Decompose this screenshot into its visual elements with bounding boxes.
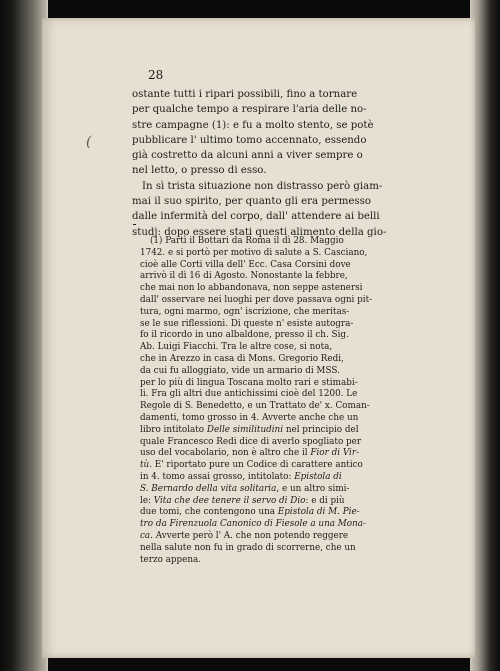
footnote-text: , e un altro simi- (276, 483, 350, 494)
footnote-line: Ab. Luigi Fiacchi. Tra le altre cose, si nota, (140, 342, 333, 353)
margin-mark: ( (86, 134, 92, 150)
footnote-line (140, 484, 428, 496)
footnote-line: che mai non lo abbandonava, non seppe astenersi (140, 283, 363, 294)
text-line: già costretto da alcuni anni a viver sempre o (132, 150, 363, 162)
binding-edge (0, 0, 48, 671)
footnote-line (140, 519, 428, 531)
book-title: tù (140, 460, 150, 471)
footnote-line: terzo appena. (140, 554, 202, 565)
footnote-line (140, 531, 428, 543)
footnote-text: . Avverte però l' A. che non potendo reggere (150, 530, 349, 541)
footnote-line: fo il ricordo in uno albaldone, presso il ch. Sig. (140, 330, 349, 341)
footnote-text: in 4. tomo assai grosso, intitolato: (140, 471, 295, 482)
footnote-line: da cui fu alloggiato, vide un armario di MSS. (140, 365, 340, 376)
footnote-line: per lo più di lingua Toscana molto rari e stimabi- (140, 377, 358, 388)
footnote-text: uso del vocabolario, non è altro che il (140, 448, 311, 459)
book-title: Vita che dee tenere il servo di Dio (153, 495, 306, 506)
footnote-line: tura, ogni marmo, ogn' iscrizione, che meritas- (140, 306, 350, 317)
footnote-line (140, 460, 428, 472)
footnote-line: Regole di S. Benedetto, e un Trattato de' x. Coman- (140, 401, 370, 412)
text-line: dalle infermità del corpo, dall' attendere ai belli (132, 211, 380, 223)
text-line: studj: dopo essere stati questi alimento della gio- (132, 226, 387, 238)
book-title: tro da Firenzuola Canonico di Fiesole a una Mona- (140, 519, 366, 530)
footnote-line: se le sue riflessioni. Di queste n' esiste autogra- (140, 318, 354, 329)
footnote-line: cioè alle Corti villa dell' Ecc. Casa Corsini dove (140, 259, 351, 270)
main-text (132, 87, 432, 240)
footnote (140, 236, 428, 566)
footnote-divider (133, 224, 136, 225)
footnote-line (140, 496, 428, 508)
book-title: Fior di Vir- (310, 448, 360, 459)
footnote-line: damenti, tomo grosso in 4. Avverte anche che un (140, 412, 359, 423)
footnote-line: dall' osservare nei luoghi per dove passava ogni pit- (140, 294, 373, 305)
footnote-line (140, 507, 428, 519)
footnote-line (140, 425, 428, 437)
book-title: ca (140, 530, 151, 541)
footnote-text: le: (140, 495, 154, 506)
text-line: nel letto, o presso di esso. (132, 165, 267, 177)
footnote-line: quale Francesco Redi dice di averlo spogliato per (140, 436, 362, 447)
page-number: 28 (148, 68, 164, 82)
book-title: Delle similitudini (206, 424, 284, 435)
footnote-text: : e di più (305, 495, 345, 506)
footnote-line: arrivò il dì 16 di Agosto. Nonostante la febbre, (140, 271, 348, 282)
footnote-text: due tomi, che contengono una (140, 507, 278, 518)
footnote-text: nel principio del (283, 424, 359, 435)
text-line: pubblicare l' ultimo tomo accennato, essendo (132, 134, 367, 146)
footnote-line (140, 448, 428, 460)
footnote-line: che in Arezzo in casa di Mons. Gregorio Redi, (140, 353, 344, 364)
footnote-line: (1) Partì il Bottari da Roma il dì 28. Maggio (150, 236, 344, 246)
text-line: In sì trista situazione non distrasso però giam- (142, 180, 383, 192)
footnote-line (140, 472, 428, 484)
book-title: Epistola di (294, 471, 342, 482)
footnote-line: nella salute non fu in grado di scorrerne, che un (140, 542, 356, 553)
footnote-line: li. Fra gli altri due antichissimi cioè del 1200. Le (140, 389, 358, 400)
footnote-text: . E' riportato pure un Codice di carattere antico (149, 460, 363, 471)
book-title: Epistola di M. Pie- (277, 507, 360, 518)
text-line: mai il suo spirito, per quanto gli era permesso (132, 196, 372, 208)
footnote-text: libro intitolato (140, 424, 207, 435)
book-title: S. Bernardo della vita solitaria (140, 483, 277, 494)
text-line: stre campagne (1): e fu a molto stento, se potè (132, 119, 374, 131)
text-line: per qualche tempo a respirare l'aria delle no- (132, 104, 367, 116)
footnote-line: 1742. e si portò per motivo di salute a S. Casciano, (140, 247, 368, 258)
text-line: ostante tutti i ripari possibili, fino a tornare (132, 89, 358, 100)
